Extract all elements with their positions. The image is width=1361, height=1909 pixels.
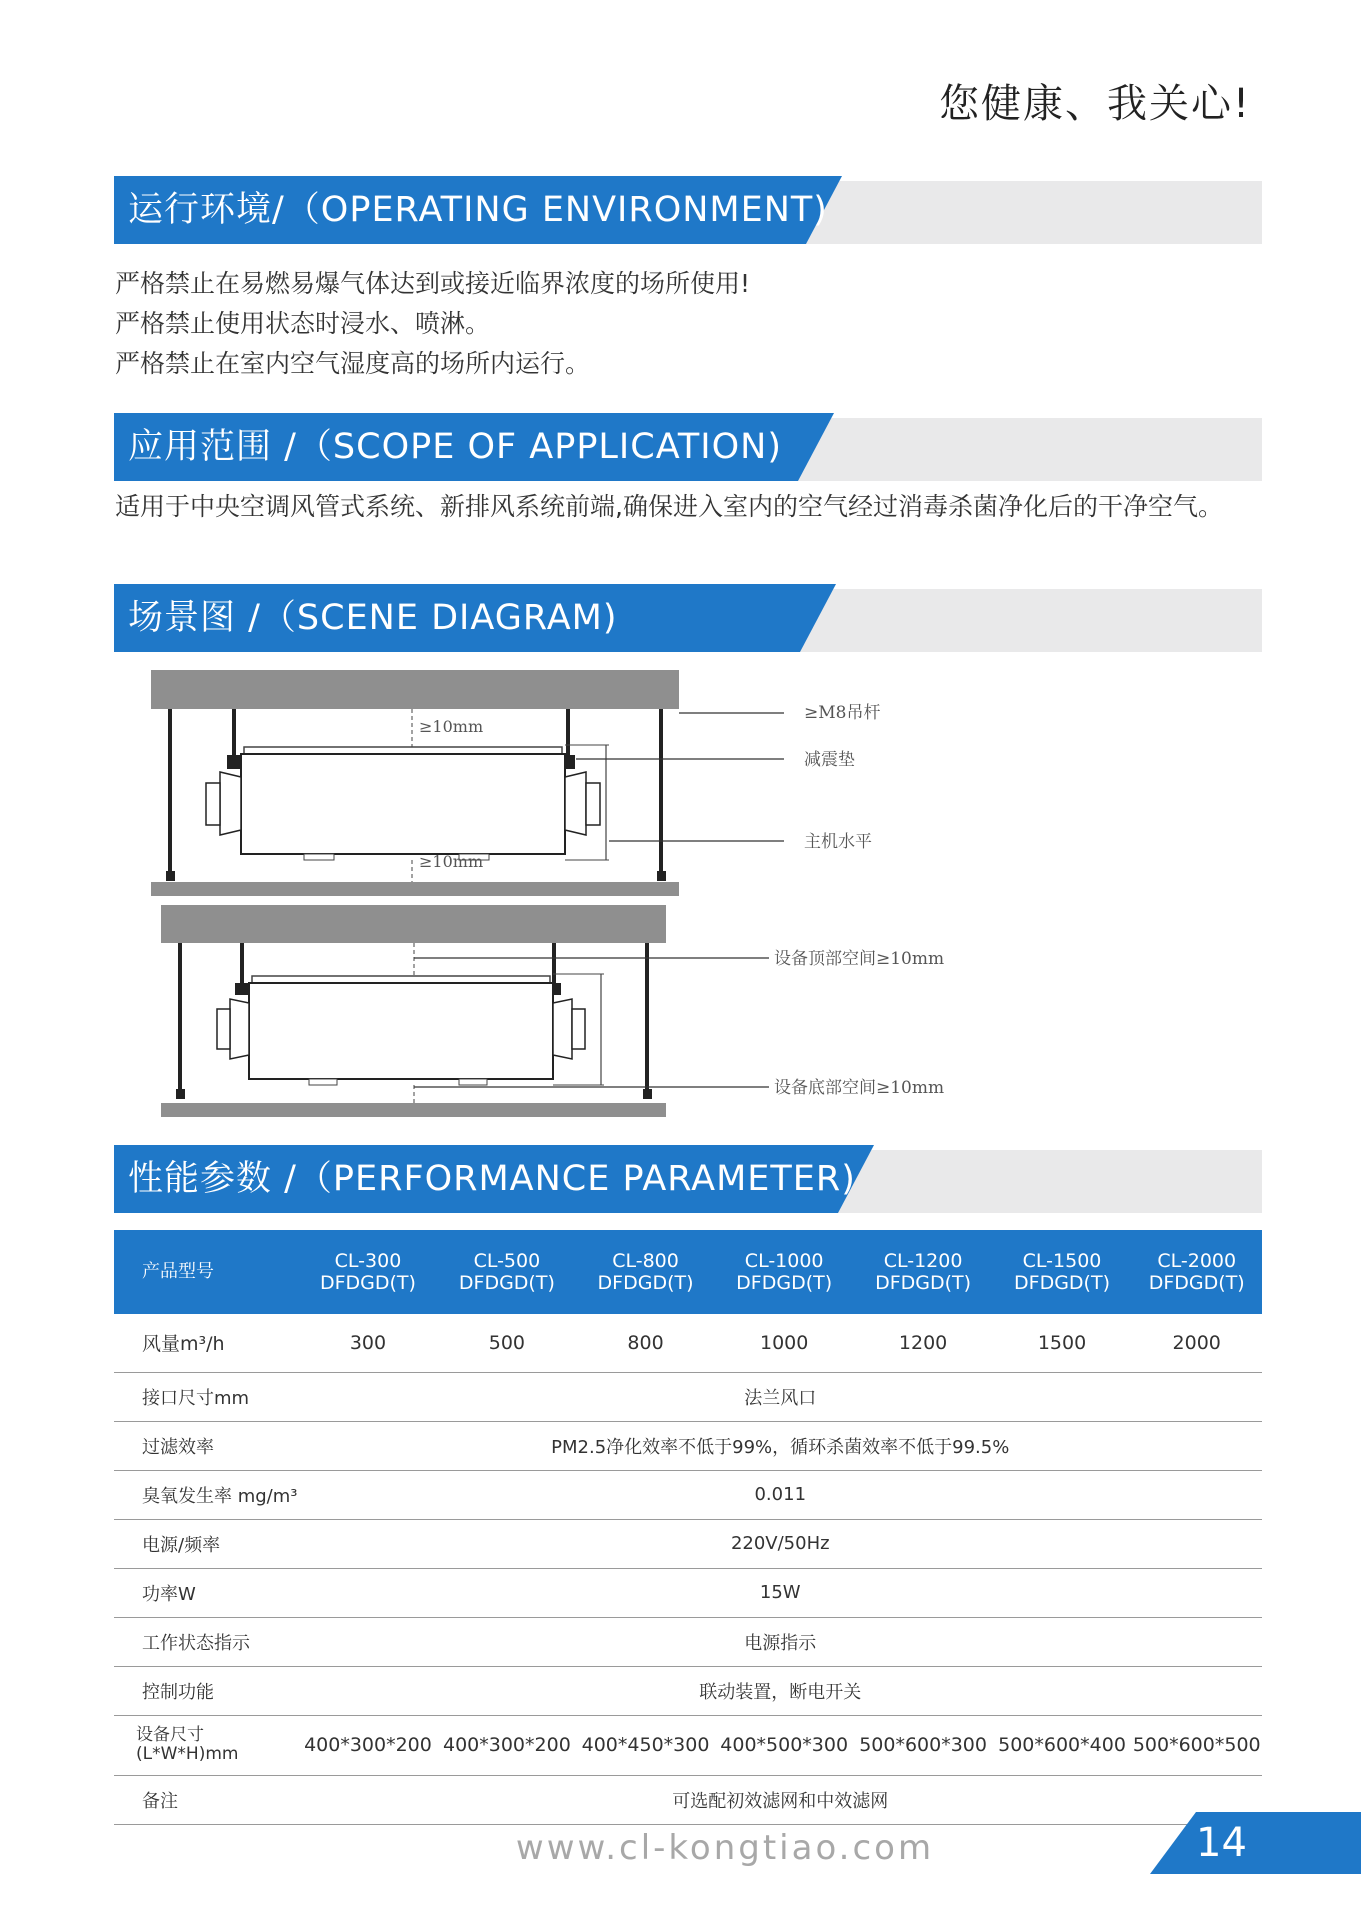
row-label: 设备尺寸 (L*W*H)mm: [114, 1715, 299, 1775]
main-unit: [241, 754, 565, 854]
model-cell: CL-800 DFDGD(T): [576, 1230, 714, 1314]
damping-pad: [227, 755, 241, 769]
footer-url: www.cl-kongtiao.com: [515, 1828, 935, 1868]
section-header-operating-environment: [114, 176, 1262, 244]
table-cell: 电源指示: [299, 1617, 1263, 1666]
air-duct-inlet: [220, 772, 241, 835]
row-label: 过滤效率: [114, 1421, 299, 1470]
table-row: [114, 1715, 1262, 1775]
pad-label: 减震垫: [804, 750, 855, 770]
table-cell: 15W: [299, 1568, 1263, 1617]
table-cell: 法兰风口: [299, 1372, 1263, 1421]
rod-label: ≥M8吊杆: [804, 703, 881, 723]
table-cell: 400*450*300: [576, 1715, 714, 1775]
air-duct-outlet: [553, 999, 572, 1059]
air-duct-outlet: [565, 772, 586, 835]
damping-pad: [235, 983, 249, 995]
table-cell: 2000: [1131, 1314, 1262, 1372]
table-cell: 1500: [993, 1314, 1132, 1372]
env-line: 严格禁止在易燃易爆气体达到或接近临界浓度的场所使用!: [115, 269, 751, 298]
section-header-performance-parameter: [114, 1145, 1262, 1213]
row-label: 备注: [114, 1775, 299, 1824]
table-cell: 1200: [854, 1314, 993, 1372]
bottom-space-label: 设备底部空间≥10mm: [774, 1078, 945, 1098]
table-cell: 500*600*300: [854, 1715, 993, 1775]
air-duct-inlet: [230, 999, 249, 1059]
table-cell: 500: [437, 1314, 576, 1372]
model-cell: CL-1500 DFDGD(T): [993, 1230, 1132, 1314]
section-header-scope-of-application: [114, 413, 1262, 481]
table-cell: 联动装置，断电开关: [299, 1666, 1263, 1715]
floor-slab: [151, 882, 679, 896]
model-cell: CL-500 DFDGD(T): [437, 1230, 576, 1314]
section-title: 场景图 /（SCENE DIAGRAM): [128, 598, 618, 638]
ceiling-slab: [151, 670, 679, 709]
section-header-scene-diagram: [114, 584, 1262, 652]
table-cell: 400*300*200: [437, 1715, 576, 1775]
scope-text: 适用于中央空调风管式系统、新排风系统前端,确保进入室内的空气经过消毒杀菌净化后的干净空气。: [115, 492, 1223, 521]
env-line: 严格禁止在室内空气湿度高的场所内运行。: [115, 349, 591, 378]
row-label: 控制功能: [114, 1666, 299, 1715]
table-cell: 1000: [715, 1314, 854, 1372]
model-cell: CL-1000 DFDGD(T): [715, 1230, 854, 1314]
model-cell: CL-1200 DFDGD(T): [854, 1230, 993, 1314]
model-cell: CL-2000 DFDGD(T): [1131, 1230, 1262, 1314]
table-row: [114, 1568, 1262, 1617]
table-row: [114, 1372, 1262, 1421]
table-cell: 300: [299, 1314, 438, 1372]
section-title: 运行环境/（OPERATING ENVIRONMENT): [128, 190, 828, 230]
table-row: [114, 1775, 1262, 1824]
slogan: 您健康、我关心!: [938, 81, 1251, 127]
performance-parameter-table: [114, 1230, 1262, 1825]
page-number: 14: [1196, 1820, 1247, 1866]
installation-scene-diagram: [114, 665, 1014, 1125]
table-cell: 220V/50Hz: [299, 1519, 1263, 1568]
table-cell: 500*600*500: [1131, 1715, 1262, 1775]
ceiling-slab: [161, 905, 666, 943]
row-label: 接口尺寸mm: [114, 1372, 299, 1421]
table-row: [114, 1666, 1262, 1715]
row-label: 风量m³/h: [114, 1314, 299, 1372]
table-row: [114, 1617, 1262, 1666]
bottom-gap-label: ≥10mm: [419, 852, 484, 871]
row-label: 功率W: [114, 1568, 299, 1617]
table-cell: 400*300*200: [299, 1715, 438, 1775]
level-label: 主机水平: [804, 832, 872, 852]
row-label: 电源/频率: [114, 1519, 299, 1568]
table-cell: 400*500*300: [715, 1715, 854, 1775]
top-space-label: 设备顶部空间≥10mm: [774, 949, 945, 969]
table-cell: 0.011: [299, 1470, 1263, 1519]
table-row: [114, 1314, 1262, 1372]
section-title: 性能参数 /（PERFORMANCE PARAMETER): [128, 1159, 856, 1199]
table-row: [114, 1421, 1262, 1470]
table-cell: 800: [576, 1314, 714, 1372]
model-cell: CL-300 DFDGD(T): [299, 1230, 438, 1314]
header-label: 产品型号: [114, 1230, 299, 1314]
floor-slab: [161, 1103, 666, 1117]
operating-environment-text: [115, 264, 750, 384]
table-row: [114, 1519, 1262, 1568]
section-title: 应用范围 /（SCOPE OF APPLICATION): [128, 427, 783, 467]
row-label: 工作状态指示: [114, 1617, 299, 1666]
table-header-row: [114, 1230, 1262, 1314]
table-cell: 可选配初效滤网和中效滤网: [299, 1775, 1263, 1824]
table-cell: 500*600*400: [993, 1715, 1132, 1775]
main-unit: [249, 983, 553, 1079]
top-gap-label: ≥10mm: [419, 717, 484, 736]
table-row: [114, 1470, 1262, 1519]
env-line: 严格禁止使用状态时浸水、喷淋。: [115, 309, 491, 338]
table-cell: PM2.5净化效率不低于99%，循环杀菌效率不低于99.5%: [299, 1421, 1263, 1470]
row-label: 臭氧发生率 mg/m³: [114, 1470, 299, 1519]
